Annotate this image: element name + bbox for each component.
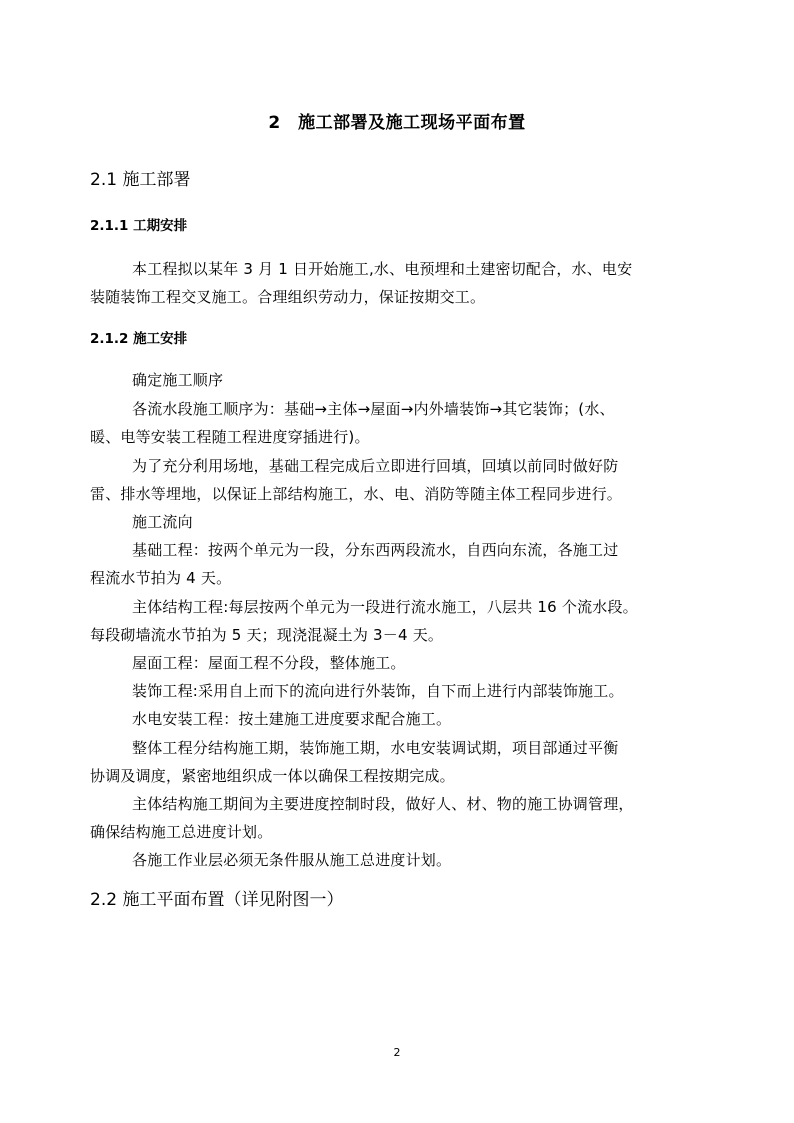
paragraph-line: 暖、电等安装工程随工程进度穿插进行)。 [90, 428, 370, 446]
paragraph-line: 屋面工程：屋面工程不分段，整体施工。 [132, 654, 406, 672]
paragraph-line: 各流水段施工顺序为：基础→主体→屋面→内外墙装饰→其它装饰；(水、 [132, 400, 615, 418]
paragraph-line: 装饰工程:采用自上而下的流向进行外装饰，自下而上进行内部装饰施工。 [132, 682, 624, 700]
subsection-heading-2-1-1: 2.1.1 工期安排 [90, 218, 188, 234]
paragraph-line: 基础工程：按两个单元为一段，分东西两段流水，自西向东流，各施工过 [132, 541, 619, 559]
paragraph-line: 本工程拟以某年 3 月 1 日开始施工,水、电预埋和土建密切配合，水、电安 [132, 260, 633, 278]
section-heading-2-2: 2.2 施工平面布置（详见附图一） [90, 890, 344, 910]
paragraph-line: 每段砌墙流水节拍为 5 天；现浇混凝土为 3－4 天。 [90, 626, 444, 644]
paragraph-line: 确定施工顺序 [132, 371, 224, 389]
paragraph-line: 确保结构施工总进度计划。 [90, 823, 273, 841]
section-heading-2-1: 2.1 施工部署 [90, 170, 191, 190]
paragraph-line: 水电安装工程：按土建施工进度要求配合施工。 [132, 710, 452, 728]
paragraph-line: 施工流向 [132, 513, 193, 531]
paragraph-line: 为了充分利用场地，基础工程完成后立即进行回填，回填以前同时做好防 [132, 457, 619, 475]
paragraph-line: 各施工作业层必须无条件服从施工总进度计划。 [132, 851, 452, 869]
page-title: 2 施工部署及施工现场平面布置 [268, 113, 526, 133]
paragraph-line: 协调及调度，紧密地组织成一体以确保工程按期完成。 [90, 767, 455, 785]
subsection-heading-2-1-2: 2.1.2 施工安排 [90, 331, 188, 347]
paragraph-line: 整体工程分结构施工期，装饰施工期，水电安装调试期，项目部通过平衡 [132, 739, 619, 757]
paragraph-line: 程流水节拍为 4 天。 [90, 569, 232, 587]
paragraph-line: 主体结构施工期间为主要进度控制时段，做好人、材、物的施工协调管理， [132, 795, 634, 813]
paragraph-line: 装随装饰工程交叉施工。合理组织劳动力，保证按期交工。 [90, 288, 486, 306]
paragraph-line: 雷、排水等埋地，以保证上部结构施工，水、电、消防等随主体工程同步进行。 [90, 485, 623, 503]
page-number: 2 [393, 1046, 401, 1059]
paragraph-line: 主体结构工程:每层按两个单元为一段进行流水施工，八层共 16 个流水段。 [132, 598, 638, 616]
